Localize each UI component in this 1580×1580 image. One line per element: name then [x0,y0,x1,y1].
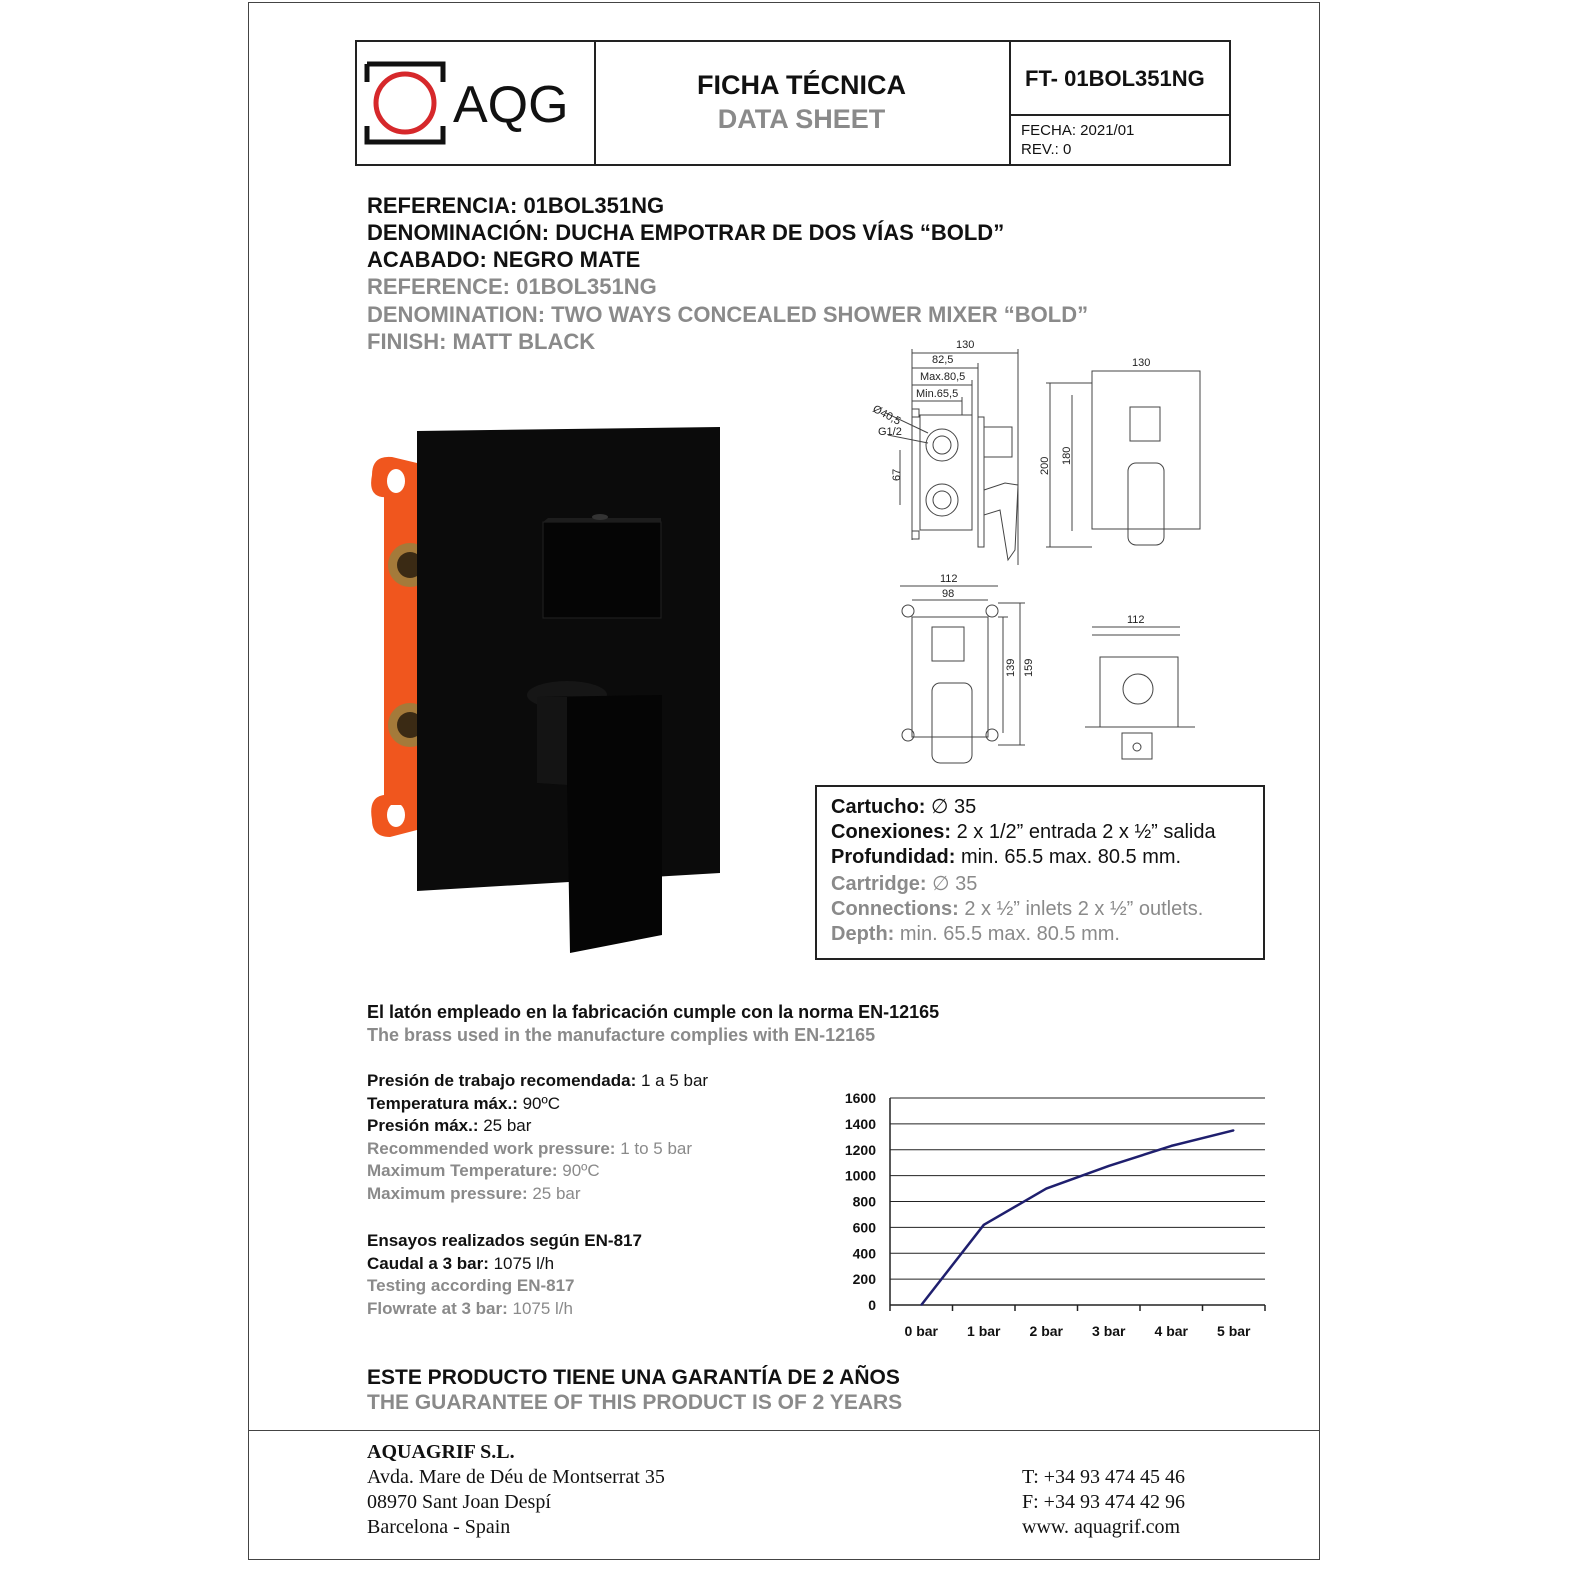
flow-label-en: Flowrate at 3 bar: [367,1298,508,1318]
x-tick-label: 3 bar [1092,1323,1126,1339]
guarantee-es: ESTE PRODUCTO TIENE UNA GARANTÍA DE 2 AÑOS [367,1366,900,1389]
x-tick-label: 4 bar [1154,1323,1188,1339]
dim-side-825: 82,5 [932,354,954,366]
website-link[interactable]: www. aquagrif.com [1022,1516,1181,1538]
doc-rev: REV.: 0 [1021,141,1072,158]
connections-label: Connections: [831,898,959,920]
dim-side-d: Ø40,5 [870,403,903,428]
dim-front-130: 130 [1132,357,1151,369]
maxpressure-label-es: Presión máx.: [367,1116,479,1135]
data-point [1108,1165,1110,1167]
code-cell [1009,42,1231,164]
y-tick-label: 1200 [844,1141,876,1158]
address-line-1: Avda. Mare de Déu de Montserrat 35 [367,1466,665,1488]
testing-title-en: Testing according EN-817 [367,1276,575,1295]
maxpressure-label-en: Maximum pressure: [367,1183,528,1203]
fax: F: +34 93 474 42 96 [1022,1491,1185,1513]
technical-drawings [860,335,1220,775]
connections-value: 2 x ½” inlets 2 x ½” outlets. [958,898,1204,920]
pressure-value-es: 1 a 5 bar [636,1071,709,1090]
title-es: FICHA TÉCNICA [697,70,906,100]
depth-label: Depth: [831,923,895,945]
logo-cell [357,42,596,164]
logo-text: AQG [453,76,569,134]
maxpressure-value-en: 25 bar [527,1183,581,1203]
dim-front-180: 180 [1061,446,1073,465]
guarantee-en: THE GUARANTEE OF THIS PRODUCT IS OF 2 YEARS [367,1391,903,1414]
address-line-2: 08970 Sant Joan Despí [367,1491,551,1513]
doc-date: FECHA: 2021/01 [1021,122,1135,139]
finish-es: ACABADO: NEGRO MATE [367,247,641,272]
cartucho-value: ∅ 35 [925,796,977,818]
dim-back-112: 112 [940,573,958,585]
title-en: DATA SHEET [717,104,886,134]
x-tick-label: 0 bar [904,1323,938,1339]
cartridge-label: Cartridge: [831,873,927,895]
company-name: AQUAGRIF S.L. [367,1441,515,1463]
cartridge-value: ∅ 35 [926,873,978,895]
cartucho-label: Cartucho: [831,796,926,818]
testing-title-es: Ensayos realizados según EN-817 [367,1231,642,1250]
data-point [1170,1145,1172,1147]
data-point [1233,1130,1235,1132]
header-box [355,40,1231,166]
diverter-knob [543,522,661,618]
spec-box [815,785,1265,960]
pressure-label-es: Presión de trabajo recomendada: [367,1071,637,1090]
conexiones-label: Conexiones: [831,821,952,843]
dim-side-max: Max.80,5 [920,371,966,383]
data-point [920,1304,922,1306]
testing-info [367,1230,642,1320]
flow-value-en: 1075 l/h [507,1298,573,1318]
dim-back-159: 159 [1023,658,1035,677]
brass-es: El latón empleado en la fabricación cumple con la norma EN-12165 [367,1002,940,1022]
y-tick-label: 0 [868,1297,876,1313]
y-tick-label: 600 [852,1219,876,1236]
y-tick-label: 1400 [844,1115,876,1132]
pressure-value-en: 1 to 5 bar [615,1138,693,1158]
y-tick-label: 400 [852,1245,876,1262]
x-tick-label: 2 bar [1029,1323,1063,1339]
maxpressure-value-es: 25 bar [478,1116,532,1135]
profundidad-value: min. 65.5 max. 80.5 mm. [955,846,1182,868]
flow-chart [820,1080,1280,1355]
ref-es: REFERENCIA: 01BOL351NG [367,193,665,218]
dim-side-130: 130 [956,339,975,351]
dim-back-139: 139 [1005,658,1017,677]
y-tick-label: 1600 [844,1090,876,1106]
finish-en: FINISH: MATT BLACK [367,329,596,354]
dim-back-98: 98 [942,588,955,600]
dim-side-67: 67 [891,468,903,481]
brass-en: The brass used in the manufacture complies with EN-12165 [367,1025,876,1045]
dim-bottom-112: 112 [1127,614,1145,626]
data-point [1045,1188,1047,1190]
conexiones-value: 2 x 1/2” entrada 2 x ½” salida [951,821,1216,843]
data-point [983,1224,985,1226]
footer-divider [248,1430,1320,1431]
depth-value: min. 65.5 max. 80.5 mm. [894,923,1120,945]
flow-label-es: Caudal a 3 bar: [367,1253,489,1273]
product-photo [362,425,732,960]
address-line-3: Barcelona - Spain [367,1516,511,1538]
dim-side-min: Min.65,5 [916,388,959,400]
temp-label-en: Maximum Temperature: [367,1161,558,1180]
y-tick-label: 1000 [844,1167,876,1184]
temp-value-en: 90ºC [557,1161,600,1180]
temp-value-es: 90ºC [517,1093,560,1113]
temp-label-es: Temperatura máx.: [367,1093,518,1113]
phone: T: +34 93 474 45 46 [1022,1466,1186,1488]
denom-es: DENOMINACIÓN: DUCHA EMPOTRAR DE DOS VÍAS “BOLD” [367,220,1005,245]
profundidad-label: Profundidad: [831,846,956,868]
ref-en: REFERENCE: 01BOL351NG [367,274,657,299]
dim-side-g: G1/2 [878,426,902,438]
dim-front-200: 200 [1039,456,1051,475]
y-tick-label: 800 [852,1193,876,1210]
aqg-logo [357,42,594,164]
footer-address [367,1440,665,1540]
x-tick-label: 1 bar [967,1323,1001,1339]
y-tick-label: 200 [852,1271,876,1288]
pressure-label-en: Recommended work pressure: [367,1138,616,1158]
x-tick-label: 5 bar [1217,1323,1251,1339]
doc-code: FT- 01BOL351NG [1025,66,1205,91]
footer-contact [1022,1465,1185,1540]
flow-value-es: 1075 l/h [488,1253,555,1273]
working-conditions [367,1070,708,1205]
denom-en: DENOMINATION: TWO WAYS CONCEALED SHOWER MIXER “BOLD” [367,302,1089,327]
